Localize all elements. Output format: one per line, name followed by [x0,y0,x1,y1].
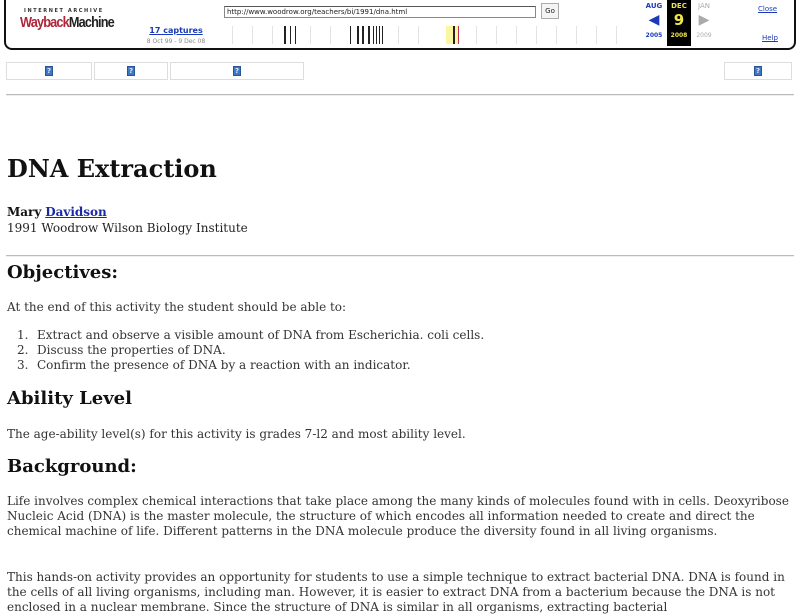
horizontal-rule [6,255,794,257]
capture-navigator [642,0,722,46]
current-capture-bar[interactable] [458,26,459,44]
nav-image-row [0,62,800,82]
left-arrow-icon[interactable]: ◀ [648,12,660,28]
capture-bar[interactable] [357,26,359,44]
right-arrow-icon: ▶ [698,12,710,28]
capture-bar[interactable] [362,26,364,44]
author-block [7,204,248,236]
url-input[interactable]: http://www.woodrow.org/teachers/bi/1991/dna.html [224,6,536,18]
ability-heading: Ability Level [7,388,132,409]
wayback-toolbar [4,0,796,50]
next-capture-button: JAN ▶ 2009 [692,0,716,46]
background-paragraph-1: Life involves complex chemical interactions that take place among the many kinds of molecules found with in cells. Deoxyribose Nucleic Acid (DNA) is the master molecule, the structure of which encodes all information needed to create and direct the chemical machine of life. Different patterns in the DNA molecule produce the diversity found in all living organisms. [7,494,789,538]
objectives-heading: Objectives: [7,262,119,283]
wayback-logo[interactable] [20,8,114,38]
captures-link[interactable]: 17 captures [149,26,203,35]
capture-bar[interactable] [295,26,296,44]
capture-bar[interactable] [284,26,286,44]
institute: 1991 Woodrow Wilson Biology Institute [7,221,248,235]
background-paragraph-2: This hands-on activity provides an opportunity for students to use a simple technique to extract bacterial DNA. DNA is found in the cells of all living organisms, including man. However, it is easier to extract DNA from a bacterium because the DNA is not enclosed in a nuclear membrane. Since the structure of DNA is similar in all organisms, extracting bacterial [7,570,785,614]
capture-bar[interactable] [453,26,455,44]
missing-image-icon: ? [234,67,240,75]
nav-image-4[interactable] [724,62,792,80]
capture-bar[interactable] [379,26,380,44]
horizontal-rule [6,94,794,96]
close-link[interactable]: Close [758,5,778,13]
objectives-intro: At the end of this activity the student should be able to: [7,300,347,314]
go-button[interactable]: Go [541,3,559,19]
current-capture-date: DEC 9 2008 [667,0,691,46]
current-year-highlight [446,26,458,44]
author-first-name: Mary [7,205,42,219]
author-link[interactable]: Davidson [45,205,107,219]
capture-bar[interactable] [350,26,351,44]
missing-image-icon: ? [128,67,134,75]
list-item: 2. Discuss the properties of DNA. [17,343,226,357]
capture-bar[interactable] [373,26,374,44]
missing-image-icon: ? [755,67,761,75]
help-link[interactable]: Help [762,34,778,42]
background-heading: Background: [7,456,137,477]
logo-internet-archive-text: INTERNET ARCHIVE [24,8,104,14]
capture-bar[interactable] [376,26,377,44]
previous-capture-button[interactable]: AUG ◀ 2005 [642,0,666,46]
captures-info [142,26,210,45]
capture-timeline[interactable] [220,24,636,46]
page-title: DNA Extraction [7,154,217,183]
captures-range: 8 Oct 99 - 9 Dec 08 [146,38,206,45]
logo-wayback-machine-text: WaybackMachine [20,14,114,31]
missing-image-icon: ? [46,67,52,75]
capture-bar[interactable] [290,26,291,44]
list-item: 1. Extract and observe a visible amount of DNA from Escherichia. coli cells. [17,328,485,342]
nav-image-3[interactable] [170,62,304,80]
list-item: 3. Confirm the presence of DNA by a reaction with an indicator. [17,358,411,372]
ability-text: The age-ability level(s) for this activity is grades 7-l2 and most ability level. [7,427,466,441]
capture-bar[interactable] [368,26,370,44]
nav-image-1[interactable] [6,62,92,80]
capture-bar[interactable] [382,26,383,44]
nav-image-2[interactable] [94,62,168,80]
objectives-list [17,328,484,373]
